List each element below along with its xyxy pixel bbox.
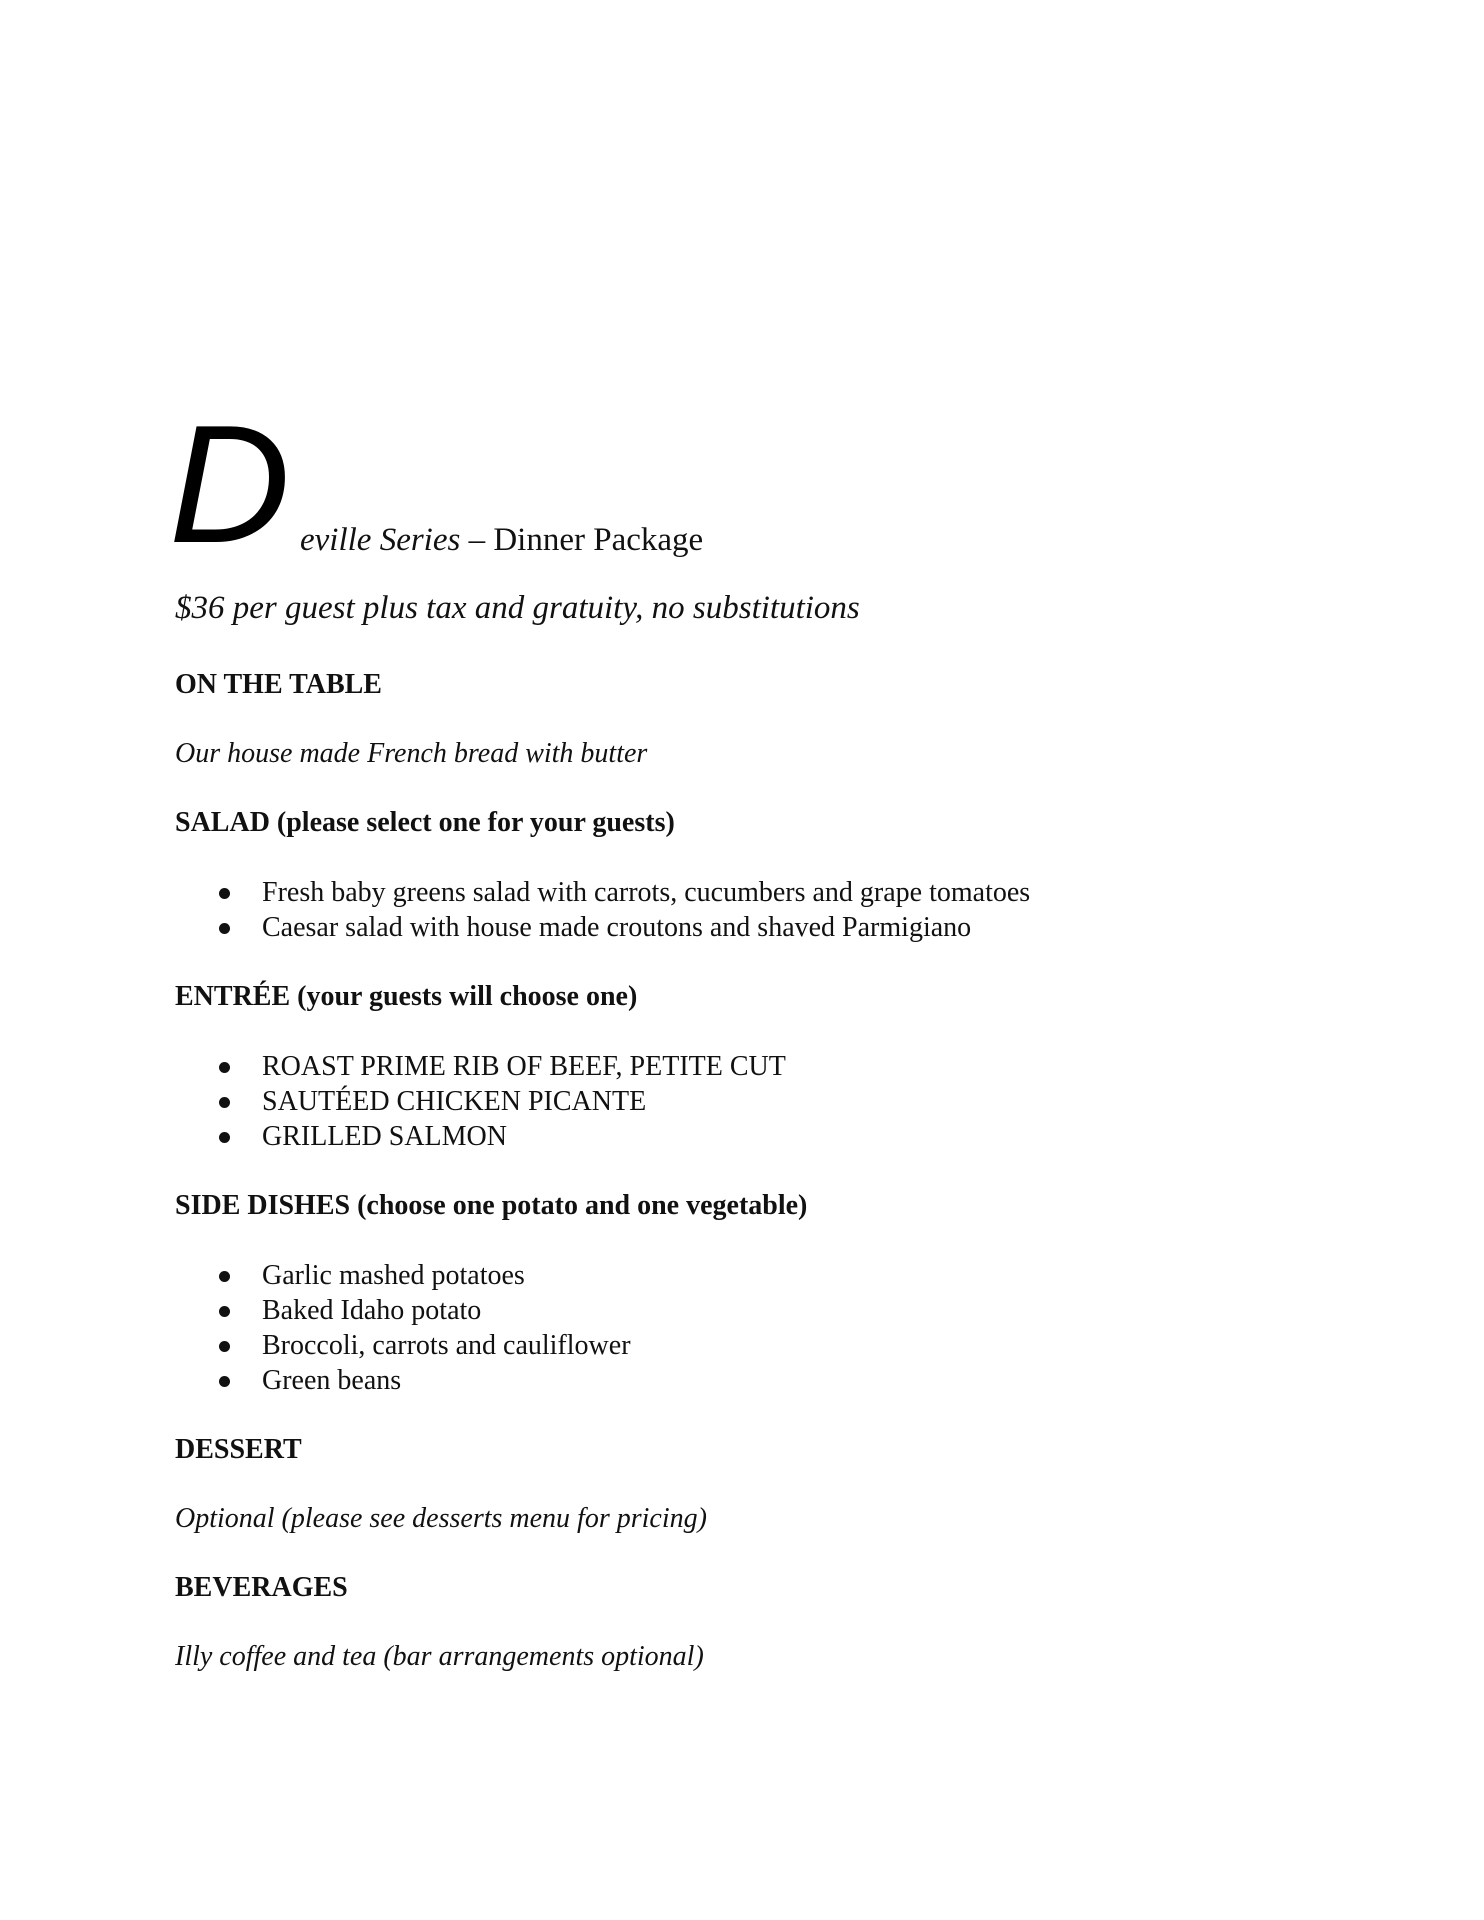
bullet-icon (219, 1062, 230, 1073)
section-dessert (175, 1433, 1315, 1536)
bullet-icon (219, 888, 230, 899)
list-item (175, 875, 1315, 910)
section-heading: SIDE DISHES (choose one potato and one vegetable) (175, 1190, 808, 1221)
list-item-text: Fresh baby greens salad with carrots, cucumbers and grape tomatoes (262, 877, 1031, 908)
section-note: Illy coffee and tea (bar arrangements optional) (175, 1641, 704, 1672)
section-note: Our house made French bread with butter (175, 738, 648, 769)
list-item (175, 1258, 1315, 1293)
section-beverages (175, 1571, 1315, 1674)
section-heading: ON THE TABLE (175, 669, 382, 700)
salad-list (175, 875, 1315, 945)
bullet-icon (219, 1271, 230, 1282)
bullet-icon (219, 1341, 230, 1352)
list-item-text: ROAST PRIME RIB OF BEEF, PETITE CUT (262, 1051, 786, 1082)
section-heading: ENTRÉE (your guests will choose one) (175, 981, 638, 1012)
section-heading: DESSERT (175, 1434, 302, 1465)
list-item-text: Broccoli, carrots and cauliflower (262, 1330, 631, 1361)
title-separator: – (460, 522, 494, 558)
title-block (169, 390, 1315, 578)
list-item-text: GRILLED SALMON (262, 1121, 507, 1152)
dropcap-letter: D (169, 390, 291, 578)
list-item-text: Baked Idaho potato (262, 1295, 482, 1326)
list-item (175, 1119, 1315, 1154)
section-heading: SALAD (please select one for your guests) (175, 807, 675, 838)
price-line: $36 per guest plus tax and gratuity, no substitutions (175, 590, 860, 626)
section-on-the-table (175, 668, 1315, 771)
list-item-text: Green beans (262, 1365, 402, 1396)
menu-page (169, 390, 1315, 1672)
section-side-dishes (175, 1189, 1315, 1398)
bullet-icon (219, 1376, 230, 1387)
list-item-text: Caesar salad with house made croutons and shaved Parmigiano (262, 912, 972, 943)
bullet-icon (219, 923, 230, 934)
section-heading: BEVERAGES (175, 1572, 348, 1603)
list-item-text: Garlic mashed potatoes (262, 1260, 525, 1291)
list-item-text: SAUTÉED CHICKEN PICANTE (262, 1086, 647, 1117)
list-item (175, 1363, 1315, 1398)
section-note: Optional (please see desserts menu for pricing) (175, 1503, 707, 1534)
title-package: Dinner Package (493, 522, 704, 558)
bullet-icon (219, 1097, 230, 1108)
section-entree (175, 980, 1315, 1154)
bullet-icon (219, 1306, 230, 1317)
list-item (175, 1328, 1315, 1363)
bullet-icon (219, 1132, 230, 1143)
page-title (300, 520, 703, 560)
menu-content (175, 668, 1315, 1709)
side-dishes-list (175, 1258, 1315, 1398)
section-salad (175, 806, 1315, 945)
list-item (175, 1049, 1315, 1084)
entree-list (175, 1049, 1315, 1154)
list-item (175, 1084, 1315, 1119)
series-name: eville Series (300, 522, 461, 558)
list-item (175, 1293, 1315, 1328)
list-item (175, 910, 1315, 945)
